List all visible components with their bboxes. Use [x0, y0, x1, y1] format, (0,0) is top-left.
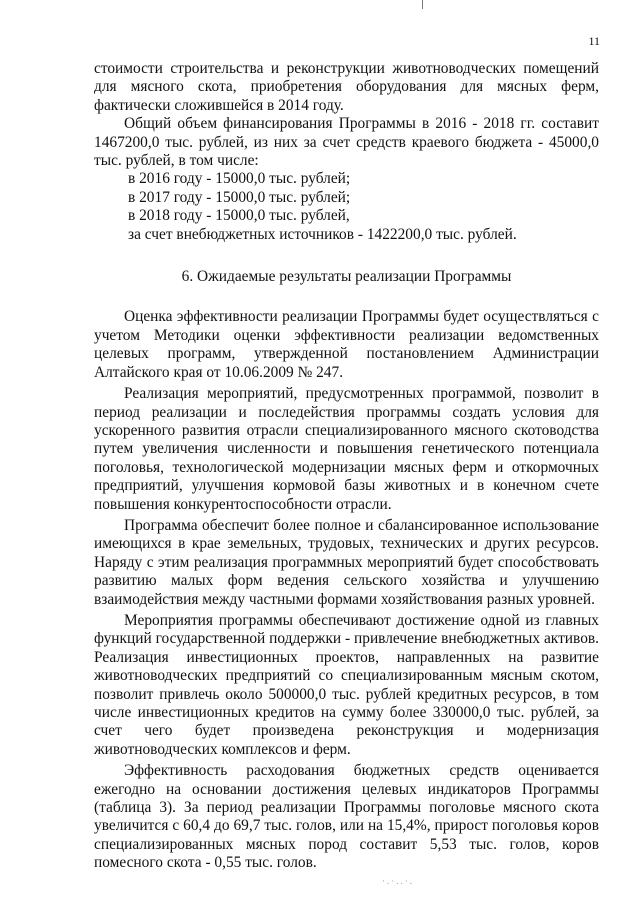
scan-artifact: ·.·..·. [382, 876, 414, 886]
paragraph-implementation-effect: Реализация мероприятий, предусмотренных программой, позволит в период реализации и последействия программы создать условия для ускоренного развития отрасли специализированного мясного скотоводства путем увеличения численности и повышения генетического потенциала поголовья, технологической модернизации мясных ферм и откормочных предприятий, улучшения кормовой базы животных и в конечном счете повышения конкурентоспособности отрасли. [94, 385, 599, 513]
financing-year-2017: в 2017 году - 15000,0 тыс. рублей; [128, 188, 351, 206]
paragraph-evaluation-method: Оценка эффективности реализации Программы будет осуществляться с учетом Методики оценки эффективности реализации ведомственных целевых программ, утвержденной постановлением Администрации Алтайского края от 10.06.2009 № 247. [94, 308, 599, 381]
financing-year-2018: в 2018 году - 15000,0 тыс. рублей, [128, 207, 350, 225]
paragraph-financing-total: Общий объем финансирования Программы в 2016 - 2018 гг. составит 1467200,0 тыс. рублей, из них за счет средств краевого бюджета - 45000,0 тыс. рублей, в том числе: [94, 115, 599, 170]
scan-mark [422, 0, 423, 9]
financing-year-2016: в 2016 году - 15000,0 тыс. рублей; [128, 170, 351, 188]
document-body [94, 60, 599, 873]
paragraph-investment: Мероприятия программы обеспечивают достижение одной из главных функций государственной поддержки - привлечение внебюджетных активов. Реализация инвестиционных проектов, направленных на развитие животноводческих предприятий со специализированным мясным скотом, позволит привлечь около 500000,0 тыс. рублей кредитных ресурсов, в том числе инвестиционных кредитов на сумму более 330000,0 тыс. рублей, за счет чего будет произведена реконструкция и модернизация животноводческих комплексов и ферм. [94, 611, 599, 758]
financing-extrabudgetary: за счет внебюджетных источников - 1422200,0 тыс. рублей. [128, 225, 517, 243]
section-heading: 6. Ожидаемые результаты реализации Программы [181, 268, 512, 286]
paragraph-efficiency: Эффективность расходования бюджетных средств оценивается ежегодно на основании достижения целевых индикаторов Программы (таблица 3). За период реализации Программы поголовье мясного скота увеличится с 60,4 до 69,7 тыс. голов, или на 15,4%, прирост поголовья коров специализированных мясных пород составит 5,53 тыс. голов, коров помесного скота - 0,55 тыс. голов. [94, 762, 599, 872]
paragraph-cost-basis: стоимости строительства и реконструкции животноводческих помещений для мясного скота, приобретения оборудования для мясных ферм, фактически сложившейся в 2014 году. [94, 60, 599, 114]
page-number: 11 [588, 34, 600, 48]
paragraph-resource-use: Программа обеспечит более полное и сбалансированное использование имеющихся в крае земельных, трудовых, технических и других ресурсов. Наряду с этим реализация программных мероприятий будет способствовать развитию малых форм ведения сельского хозяйства и улучшению взаимодействия между частными формами хозяйствования разных уровней. [94, 516, 599, 608]
